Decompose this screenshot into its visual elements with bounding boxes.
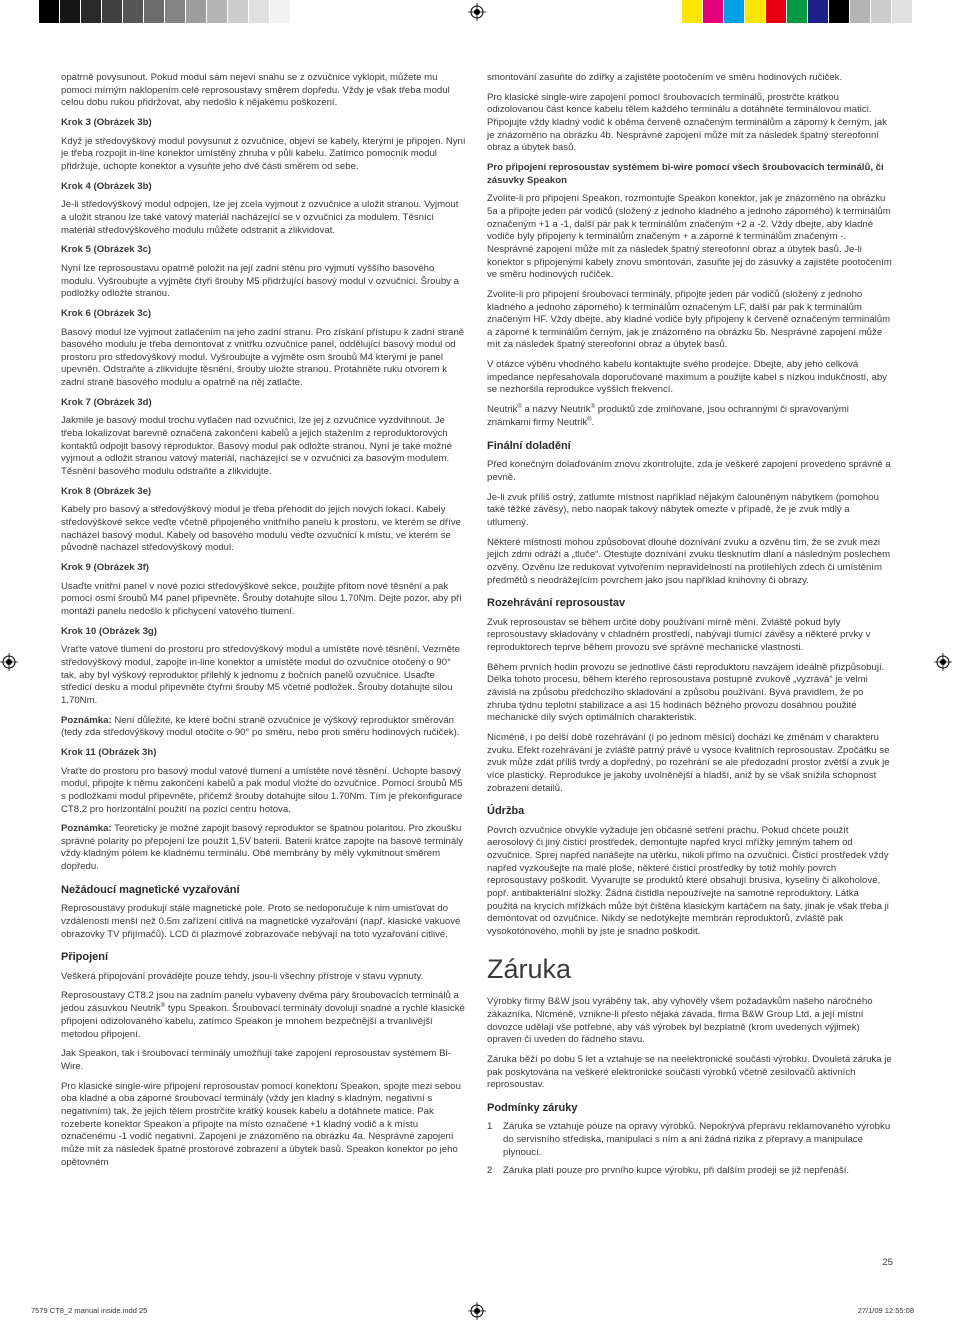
color-swatch [249, 0, 270, 23]
list-text: Záruka platí pouze pro prvního kupce výrobku, při dalším prodeji se již nepřenáší. [503, 1165, 850, 1177]
biwire-paragraph-1: Zvolíte-li pro připojení Speakon, rozmontujte Speakon konektor, jak je znázorněno na obrázku 5a a připojte jeden pár vodičů (složený z jednoho kladného a jednoho záporného) k terminálům označeným +1 a -1, další pár pak k terminálům značeným +2 a -2. Vždy dbejte, aby kladné vodiče byly připojeny k terminálům značeným + a záporné k terminálům značeným -. Nesprávné zapojení může mít za následek špatný stereofonní obraz a úbytek basů. Je-li konektor s připojenými kabely znovu smontován, zasuňte jej do zásuvky a zajistěte pootočením ve směru hodinových ručiček. [487, 193, 892, 281]
list-text: Záruka se vztahuje pouze na opravy výrobků. Nepokrývá přepravu reklamovaného výrobku do servisního střediska, manipulaci s ním a ani žádná rizika z přepravy a manipulace plynoucí. [503, 1121, 891, 1158]
step-3-title: Krok 3 (Obrázek 3b) [61, 116, 152, 128]
list-item [487, 1121, 892, 1159]
color-swatch [144, 0, 165, 23]
note-label: Poznámka: [61, 823, 112, 835]
list-number: 2 [487, 1165, 493, 1177]
step-8-title: Krok 8 (Obrázek 3e) [61, 485, 152, 497]
color-swatch [102, 0, 123, 23]
neutrik-d: . [591, 417, 595, 429]
color-swatch [186, 0, 207, 23]
neutrik-a: Neutrik [487, 404, 518, 416]
connection-p4: Pro klasické single-wire připojení reprosoustav pomocí konektoru Speakon, spojte mezi sebou oba kladné a oba záporné šroubovací terminály (vždy jen kladný s kladným, negativní s negativním) tak, že jejich tělem prostrčíte krátký kousek kabelu a dotáhnete matice. Pak rozeberte konektor Speakon a připojte na místo označené +1 kladný vodič a k místu označenému -1 vodič negativní. Zapojení je znázorněno na obrázku 4a. Nesprávné zapojení může mít za následek špatné prostorové zobrazení a úbytek basů. Speakon konektor po jeho opětovném [61, 1080, 461, 1168]
right-column [487, 72, 892, 1184]
left-column [61, 72, 466, 1176]
step-8-text: Kabely pro basový a středovýškový modul je třeba přehodit do jejich nových lokací. Kabely středovýškové sekce veďte včetně připojeného vnitřního panelu k prostoru, ve kterém se dříve nacházel basový modul. Kabely od basového modulu veďte ozvučnicí k místu, ve kterém se původně nacházel středovýškový modul. [61, 504, 461, 554]
step-11-text: Vraťte do prostoru pro basový modul vatové tlumení a umístěte nové těsnění. Uchopte basový modul, připojte k němu zakončení kabelů a pak modul vložte do ozvučnice. Pomocí šroubů M5 s podložkami modul připevněte, přičemž šrouby dotahujte silou 1.70Nm. Tím je překonfigurace CT8.2 pro horizontální použití na pozici centru hotova. [61, 765, 463, 815]
registered-mark: ® [160, 1003, 166, 1010]
color-swatch [787, 0, 808, 23]
color-swatch [228, 0, 249, 23]
breakin-p1: Zvuk reprosoustav se během určité doby používání mírně mění. Zvláště pokud byly reprosoustavy skladovány v chladném prostředí, nabývají tlumící závěsy a některé prvky v reproduktorech teprve během provozu své správné mechanické vlastnosti. [487, 616, 871, 654]
step-10-title: Krok 10 (Obrázek 3g) [61, 625, 157, 637]
note-text: Teoreticky je možné zapojit basový reproduktor se špatnou polaritou. Pro zkoušku správné polarity po přepojení lze použít 1,5V baterii. Baterii krátce zapojte na basové terminály vždy kladným pólem ke kladnému terminálu. Obě membrány by měly vykmitnout směrem dopředu. [61, 823, 464, 873]
step-7-text: Jakmile je basový modul trochu vytlačen nad ozvučnici, lze jej z ozvučnice vyzdvihnout. Je třeba lokalizovat barevně označená zakončení kabelů a jejich stažením z reproduktorových kontaktů odpojit basový reproduktor. Basový modul pak odložte stranou. Nyní je také možné vyjmout a odložit stranou vatový materiál, nacházející se v ozvučnici za basovým modulem. Těsnění basového modulu odstraňte a zlikvidujte. [61, 415, 452, 478]
color-swatch [745, 0, 766, 23]
color-swatch [165, 0, 186, 23]
registered-mark: ® [517, 404, 522, 411]
color-swatch [207, 0, 228, 23]
step-9-text: Usaďte vnitřní panel v nové pozici středovýškové sekce, použijte přitom nové těsnění a pak pomocí osmi šroubů M4 panel připevněte. Šrouby dotahujte silou 1.70Nm. Dejte pozor, aby při montáži panelu nedošlo k přichycení vatového tlumení. [61, 580, 462, 617]
registration-mark-right-icon [934, 653, 952, 671]
final-p2: Je-li zvuk příliš ostrý, zatlumte místnost například nějakým čalouněným nábytkem (pomohou také těžké závěsy), nebo naopak takový nábytek omezte v případě, že je zvuk mdlý a utlumený. [487, 491, 879, 528]
connection-p3: Jak Speakon, tak i šroubovací terminály umožňují také zapojení reprosoustav systémem Bi-Wire. [61, 1048, 451, 1072]
color-swatch [829, 0, 850, 23]
step-11-note [61, 823, 466, 874]
registration-mark-top-icon [468, 3, 486, 21]
color-swatch [892, 0, 913, 23]
step-5-text: Nyní lze reprosoustavu opatrně položit na její zadní stěnu pro vyjmutí vyššího basového modulu. Vyšroubujte a vyjměte čtyři šrouby M5 přidržující basový modul v ozvučnici. Šrouby a podložky odložte stranou. [61, 262, 459, 300]
heading-conditions: Podmínky záruky [487, 1101, 578, 1114]
final-p3: Některé místnosti mohou způsobovat dlouhé doznívání zvuku a ozvěnu tím, že se zvuk mezi jejich zdmi odráží a „tluče“. Otestujte doznívání zvuku tlesknutím dlaní a následným poslechem ozvěny. Ozvěnu lze redukovat vytvořením nepravidelností na protilehlých zdech či umístěním předmětů s neodrážejícím povrchem jako jsou například knihovny či obrazy. [487, 536, 891, 586]
biwire-heading: Pro připojení reprosoustav systémem bi-wire pomocí všech šroubovacích terminálů, či zásuvky Speakon [487, 161, 884, 186]
conditions-list [487, 1121, 892, 1178]
step-3-text: Když je středovýškový modul povysunut z ozvučnice, objeví se kabely, kterými je připojen. Nyní je třeba rozpojit in-line konektor umístěný zhruba v půli kabelu. Zatímco pomocník modul přidržuje, uchopte konektor a vysuňte jeho dvě části směrem od sebe. [61, 135, 466, 172]
cable-paragraph: V otázce výběru vhodného kabelu kontaktujte svého prodejce. Dbejte, aby jeho celková impedance nepřesahovala doporučované maximum a použijte kabel s nízkou indukčností, aby se nezhoršila reprodukce vyšších frekvencí. [487, 359, 887, 396]
biwire-paragraph-2: Zvolíte-li pro připojení šroubovací terminály, připojte jeden pár vodičů (složený z jednoho kladného a jednoho záporného) k terminálům označeným LF, další pár pak k terminálům značeným HF. Vždy dbejte, aby kladné vodiče byly připojeny k červeně označeným terminálům a záporné k terminálům černým, jak je znázorněno na obrázku 5b. Nesprávné zapojení může mít za následek špatný stereofonní obraz a úbytek basů. [487, 288, 891, 351]
connection-p1: Veškerá připojování provádějte pouze tehdy, jsou-li všechny přístroje v stavu vypnuty. [61, 970, 424, 982]
registered-mark: ® [590, 404, 596, 411]
breakin-p3: Nicméně, i po delší době rozehrávání (i po jednom měsíci) dochází ke změnám v charakteru zvuku. Efekt rozehrávání je zvláště patrný právě u vysoce kvalitních reprosoustav. Zpočátku se zvuk může zdát příliš tvrdý a dopředný, po rozehrání se ale předozadní prostor zvětší a zvuk je více plastický. Reprodukce je jakoby uvolněnější a hladší, aniž by se však snížila schopnost zobrazení detailů. [487, 731, 890, 794]
color-swatch [850, 0, 871, 23]
footer-file: 7579 CT8_2 manual inside.indd 25 [31, 1306, 148, 1315]
color-swatch [60, 0, 81, 23]
breakin-p2: Během prvních hodin provozu se jednotlivé části reproduktoru navzájem ideálně přizpůsobují. Délka tohoto procesu, během kterého reprosoustava postupně zvukově „vyzrává“ je velmi závislá na způsobu předchozího skladování a způsobu používání. Bývá pravidlem, že po zhruba týdnu teplotní stabilizace a asi 15 hodinách běžného provozu dosáhnou použité mechanické díly svých optimálních charakteristik. [487, 661, 885, 724]
neutrik-b: a názvy Neutrik [521, 404, 591, 416]
color-swatch [270, 0, 291, 23]
step-5-title: Krok 5 (Obrázek 3c) [61, 244, 152, 256]
color-swatch [703, 0, 724, 23]
color-bar-right [682, 0, 913, 23]
page-number: 25 [882, 1257, 893, 1268]
color-bar-left [39, 0, 291, 23]
color-swatch [682, 0, 703, 23]
intro-paragraph: opatrně povysunout. Pokud modul sám nejeví snahu se z ozvučnice vyklopit, můžete mu pomoci mírným naklopením celé reprosoustavy směrem dopředu. Vždy je však třeba modul celou dobu rukou přidržovat, aby nedošlo k nějakému poškození. [61, 72, 450, 109]
footer-timestamp: 27/1/09 12:55:08 [857, 1306, 914, 1315]
warranty-p1: Výrobky firmy B&W jsou vyráběny tak, aby vyhověly všem požadavkům našeho náročného zákazníka. Nicméně, vznikne-li přesto nějaká závada, firma B&W Group Ltd. a její místní dovozce udělají vše potřebné, aby váš výrobek byl bezplatně (krom uvedených výjimek) opraven či uveden do řádného stavu. [487, 996, 873, 1046]
list-number: 1 [487, 1121, 493, 1133]
heading-connection: Připojení [61, 951, 109, 964]
heading-maintenance: Údržba [487, 805, 525, 818]
heading-magnetic: Nežádoucí magnetické vyzařování [61, 883, 240, 896]
neutrik-c: produktů zde zmiňované, jsou ochrannými či spravovanými známkami firmy Neutrik [487, 404, 849, 429]
step-9-title: Krok 9 (Obrázek 3f) [61, 562, 149, 573]
maintenance-text: Povrch ozvučnice obvykle vyžaduje jen občasné setření prachu. Pokud chcete použít aerosolový či jiný čisticí prostředek, demontujte napřed krycí mřížky jemným tahem od ozvučnice. Sprej napřed nanášejte na utěrku, nikoli přímo na ozvučnici. Čisticí prostředek vždy napřed vyzkoušejte na malé ploše, některé čisticí prostředky by totiž mohly povrch reprosoustavy poškodit. Vyvarujte se produktů které obsahují brusiva, kyseliny či alkoholové, popř. antibakteriální složky. Žádná čistidla nepoužívejte na samotné reproduktory. Látka použitá na krycích mřížkách může být čištěna klasickým kartáčem na šaty, jinak je však třeba ji demontovat od ozvučnice. Nikdy se nedotýkejte membrán reproduktorů, zvláště pak vysokotónového, mohli by jste je snadno poškodit. [487, 824, 889, 938]
step-10-text: Vraťte vatové tlumení do prostoru pro středovýškový modul a umístěte nové těsnění. Vezměte středovýškový modul, zapojte in-line konektor a umístěte modul do ozvučnice otočený o 90° tak, aby byl výškový reproduktor přilehlý k jednomu z bočních panelů ozvučnice. Usaďte středicí desku a modul připevněte čtyřmi šrouby M5 včetně podložek. Šrouby dotahujte silou 1.70Nm. [61, 644, 460, 706]
step-4-text: Je-li středovýškový modul odpojen, lze jej zcela vyjmout z ozvučnice a uložit stranou. Vyjmout a uložit stranou lze také vatový materiál nacházející se v ozvučnici za modulem. Těsnící materiál středovýškového modulu můžete odstranit a zlikvidovat. [61, 199, 459, 236]
color-swatch [123, 0, 144, 23]
step-7-title: Krok 7 (Obrázek 3d) [61, 396, 152, 408]
neutrik-trademark [487, 404, 892, 430]
step-4-title: Krok 4 (Obrázek 3b) [61, 180, 152, 192]
note-text: Není důležité, ke které boční straně ozvučnice je výškový reproduktor směrován (tedy zda středovýškový modul otočíte o 90° po směru, nebo proti směru hodinových ručiček). [61, 714, 460, 739]
connection-p2-a: Reprosoustavy CT8.2 jsou na zadním panelu vybaveny dvěma páry šroubovacích terminálů a jedou zásuvkou Neutrik [61, 990, 459, 1015]
step-6-title: Krok 6 (Obrázek 3c) [61, 307, 152, 319]
heading-break-in: Rozehrávání reprosoustav [487, 597, 626, 610]
heading-warranty: Záruka [487, 953, 572, 984]
color-swatch [808, 0, 829, 23]
single-wire-paragraph: Pro klasické single-wire zapojení pomocí šroubovacích terminálů, prostrčte krátkou odizolovanou část konce kabelu tělem každého terminálu a dotáhněte terminálovou matici. Připojujte vždy kladný vodič k oběma červeně označeným terminálům a záporný k černým, jak je znázorněno na obrázku 4b. Nesprávné zapojení může mít za následek špatný stereofonní obraz a úbytek basů. [487, 91, 887, 154]
warranty-p2: Záruka běží po dobu 5 let a vztahuje se na neelektronické součásti výrobku. Dvouletá záruka je pak poskytována na veškeré elektronické součásti výrobků včetně zesilovačů aktivních reprosoustav. [487, 1053, 892, 1091]
heading-final-tuning: Finální doladění [487, 439, 571, 452]
note-label: Poznámka: [61, 714, 112, 726]
magnetic-text: Reprosoustavy produkují stálé magnetické pole. Proto se nedoporučuje k nim umisťovat do vzdálenosti menší než 0.5m zařízení citlivá na magnetické vyzařování (např. klasické vakuové obrazovky TV přijímačů). LCD či plazmové zobrazovače nebývají na toto vyzařování citlivé. [61, 903, 461, 940]
step-10-note [61, 715, 466, 740]
color-swatch [81, 0, 102, 23]
color-swatch [871, 0, 892, 23]
color-swatch [724, 0, 745, 23]
list-item [487, 1165, 892, 1178]
color-swatch [766, 0, 787, 23]
final-p1: Před konečným dolaďováním znovu zkontrolujte, zda je veškeré zapojení provedeno správně a pevně. [487, 459, 891, 483]
connection-p2-b: typu Speakon. Šroubovací terminály dovolují snadné a rychlé klasické připojení odizolovaného kabelu, zatímco Speakon je mnohem bezpečnější a trvanlivější metodou připojení. [61, 1003, 465, 1040]
continued-paragraph: smontování zasuňte do zdířky a zajistěte pootočením ve směru hodinových ručiček. [487, 72, 843, 83]
registered-mark: ® [587, 416, 592, 423]
step-6-text: Basový modul lze vyjmout zatlačením na jeho zadní stranu. Pro získání přístupu k zadní straně basového modulu je třeba demontovat z vnitřku ozvučnice panel, oddělující basový modul od prostoru pro středovýškový modul. Vyšroubujte a vyjměte osm šroubů M4 kterými je panel upevněn. Odstraňte a zlikvidujte těsnění, šrouby uložte stranou. Protáhněte ruku otvorem k zadní straně basového modulu a opatrně na něj zatlačte. [61, 326, 465, 389]
registration-mark-bottom-icon [468, 1302, 486, 1320]
connection-p2 [61, 990, 466, 1041]
step-11-title: Krok 11 (Obrázek 3h) [61, 746, 157, 758]
registration-mark-left-icon [0, 653, 18, 671]
color-swatch [39, 0, 60, 23]
